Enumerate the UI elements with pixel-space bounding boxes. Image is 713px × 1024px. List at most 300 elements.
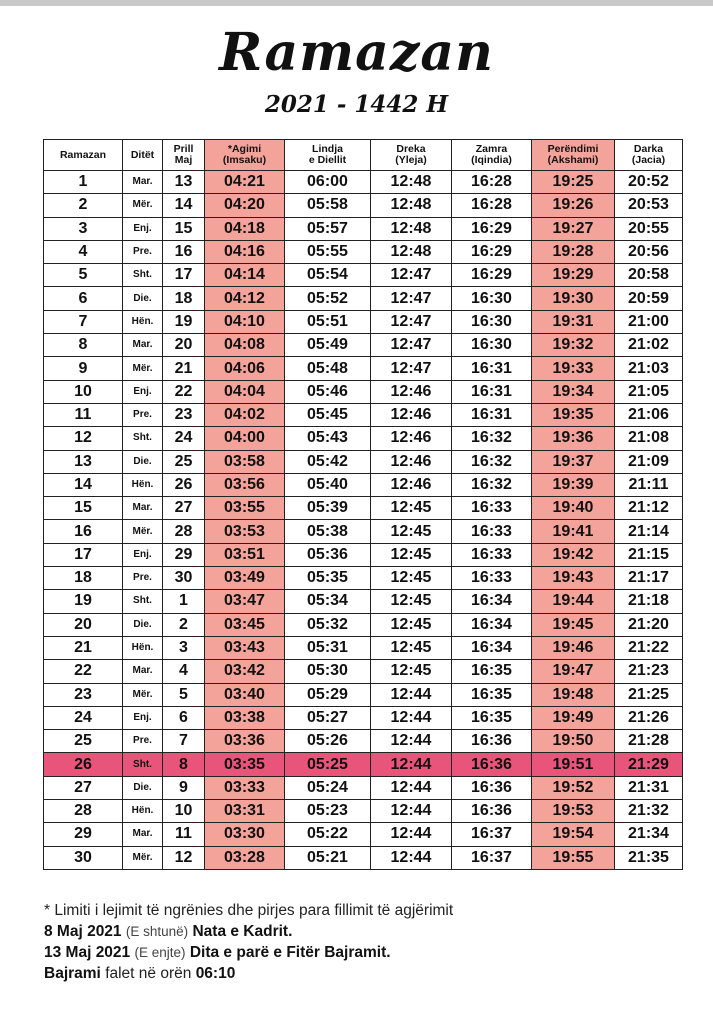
dreka-time-cell: 12:46 xyxy=(371,473,452,496)
weekday-cell: Pre. xyxy=(123,730,163,753)
weekday-cell: Mar. xyxy=(123,660,163,683)
ramazan-day-cell: 27 xyxy=(44,776,123,799)
dreka-time-cell: 12:45 xyxy=(371,636,452,659)
dreka-time-cell: 12:44 xyxy=(371,706,452,729)
dreka-time-cell: 12:48 xyxy=(371,240,452,263)
agimi-time-cell: 03:31 xyxy=(205,800,285,823)
note-line-4: Bajrami falet në orën 06:10 xyxy=(44,965,236,982)
agimi-time-cell: 03:58 xyxy=(205,450,285,473)
lindja-time-cell: 05:30 xyxy=(285,660,371,683)
table-row xyxy=(44,590,683,613)
darka-time-cell: 21:09 xyxy=(615,450,683,473)
top-bar xyxy=(0,0,713,6)
ramazan-day-cell: 15 xyxy=(44,497,123,520)
table-row xyxy=(44,194,683,217)
perendimi-time-cell: 19:37 xyxy=(532,450,615,473)
perendimi-time-cell: 19:40 xyxy=(532,497,615,520)
table-row xyxy=(44,543,683,566)
zamra-time-cell: 16:36 xyxy=(452,800,532,823)
dreka-time-cell: 12:48 xyxy=(371,217,452,240)
month-day-cell: 16 xyxy=(163,240,205,263)
table-row xyxy=(44,240,683,263)
agimi-time-cell: 03:28 xyxy=(205,846,285,869)
month-day-cell: 26 xyxy=(163,473,205,496)
perendimi-time-cell: 19:28 xyxy=(532,240,615,263)
month-day-cell: 4 xyxy=(163,660,205,683)
lindja-time-cell: 05:48 xyxy=(285,357,371,380)
lindja-time-cell: 05:49 xyxy=(285,334,371,357)
month-day-cell: 27 xyxy=(163,497,205,520)
ramazan-day-cell: 1 xyxy=(44,171,123,194)
perendimi-time-cell: 19:36 xyxy=(532,427,615,450)
lindja-time-cell: 05:23 xyxy=(285,800,371,823)
darka-time-cell: 21:05 xyxy=(615,380,683,403)
table-row xyxy=(44,310,683,333)
table-row xyxy=(44,171,683,194)
dreka-time-cell: 12:47 xyxy=(371,334,452,357)
weekday-cell: Enj. xyxy=(123,706,163,729)
agimi-time-cell: 03:51 xyxy=(205,543,285,566)
weekday-cell: Die. xyxy=(123,613,163,636)
ramazan-day-cell: 9 xyxy=(44,357,123,380)
perendimi-time-cell: 19:25 xyxy=(532,171,615,194)
darka-time-cell: 20:59 xyxy=(615,287,683,310)
header-month: Prill Maj xyxy=(163,140,205,171)
month-day-cell: 1 xyxy=(163,590,205,613)
darka-time-cell: 21:17 xyxy=(615,567,683,590)
month-day-cell: 13 xyxy=(163,171,205,194)
table-row xyxy=(44,473,683,496)
perendimi-time-cell: 19:47 xyxy=(532,660,615,683)
dreka-time-cell: 12:47 xyxy=(371,287,452,310)
table-row xyxy=(44,776,683,799)
lindja-time-cell: 05:51 xyxy=(285,310,371,333)
lindja-time-cell: 05:55 xyxy=(285,240,371,263)
darka-time-cell: 21:35 xyxy=(615,846,683,869)
perendimi-time-cell: 19:31 xyxy=(532,310,615,333)
note-line-1: * Limiti i lejimit të ngrënies dhe pirjes para fillimit të agjërimit xyxy=(44,902,454,919)
darka-time-cell: 21:18 xyxy=(615,590,683,613)
dreka-time-cell: 12:45 xyxy=(371,543,452,566)
month-day-cell: 20 xyxy=(163,334,205,357)
lindja-time-cell: 05:26 xyxy=(285,730,371,753)
dreka-time-cell: 12:44 xyxy=(371,753,452,776)
perendimi-time-cell: 19:41 xyxy=(532,520,615,543)
zamra-time-cell: 16:33 xyxy=(452,520,532,543)
darka-time-cell: 21:12 xyxy=(615,497,683,520)
weekday-cell: Pre. xyxy=(123,567,163,590)
ramazan-day-cell: 23 xyxy=(44,683,123,706)
table-row xyxy=(44,800,683,823)
ramazan-day-cell: 2 xyxy=(44,194,123,217)
table-row xyxy=(44,450,683,473)
table-row xyxy=(44,427,683,450)
dreka-time-cell: 12:45 xyxy=(371,567,452,590)
darka-time-cell: 21:11 xyxy=(615,473,683,496)
weekday-cell: Mar. xyxy=(123,497,163,520)
lindja-time-cell: 05:57 xyxy=(285,217,371,240)
agimi-time-cell: 04:14 xyxy=(205,264,285,287)
agimi-time-cell: 04:00 xyxy=(205,427,285,450)
dreka-time-cell: 12:46 xyxy=(371,380,452,403)
ramazan-day-cell: 17 xyxy=(44,543,123,566)
table-row xyxy=(44,660,683,683)
zamra-time-cell: 16:34 xyxy=(452,613,532,636)
month-day-cell: 7 xyxy=(163,730,205,753)
perendimi-time-cell: 19:34 xyxy=(532,380,615,403)
zamra-time-cell: 16:29 xyxy=(452,217,532,240)
zamra-time-cell: 16:30 xyxy=(452,334,532,357)
month-day-cell: 22 xyxy=(163,380,205,403)
month-day-cell: 6 xyxy=(163,706,205,729)
lindja-time-cell: 05:46 xyxy=(285,380,371,403)
perendimi-time-cell: 19:55 xyxy=(532,846,615,869)
weekday-cell: Mër. xyxy=(123,520,163,543)
table-row xyxy=(44,497,683,520)
darka-time-cell: 20:58 xyxy=(615,264,683,287)
dreka-time-cell: 12:44 xyxy=(371,823,452,846)
agimi-time-cell: 03:30 xyxy=(205,823,285,846)
zamra-time-cell: 16:34 xyxy=(452,590,532,613)
perendimi-time-cell: 19:32 xyxy=(532,334,615,357)
lindja-time-cell: 05:22 xyxy=(285,823,371,846)
header-zamra: Zamra (Iqindia) xyxy=(452,140,532,171)
agimi-time-cell: 03:43 xyxy=(205,636,285,659)
agimi-time-cell: 04:06 xyxy=(205,357,285,380)
ramazan-day-cell: 18 xyxy=(44,567,123,590)
dreka-time-cell: 12:44 xyxy=(371,776,452,799)
zamra-time-cell: 16:32 xyxy=(452,473,532,496)
perendimi-time-cell: 19:33 xyxy=(532,357,615,380)
lindja-time-cell: 05:38 xyxy=(285,520,371,543)
perendimi-time-cell: 19:54 xyxy=(532,823,615,846)
dreka-time-cell: 12:48 xyxy=(371,194,452,217)
lindja-time-cell: 05:40 xyxy=(285,473,371,496)
darka-time-cell: 21:28 xyxy=(615,730,683,753)
perendimi-time-cell: 19:50 xyxy=(532,730,615,753)
darka-time-cell: 20:55 xyxy=(615,217,683,240)
zamra-time-cell: 16:30 xyxy=(452,287,532,310)
weekday-cell: Mër. xyxy=(123,846,163,869)
weekday-cell: Sht. xyxy=(123,264,163,287)
table-row xyxy=(44,334,683,357)
table-row xyxy=(44,846,683,869)
darka-time-cell: 21:08 xyxy=(615,427,683,450)
table-row xyxy=(44,683,683,706)
weekday-cell: Hën. xyxy=(123,310,163,333)
header-agimi: *Agimi (Imsaku) xyxy=(205,140,285,171)
ramazan-day-cell: 16 xyxy=(44,520,123,543)
table-row xyxy=(44,730,683,753)
perendimi-time-cell: 19:43 xyxy=(532,567,615,590)
month-day-cell: 30 xyxy=(163,567,205,590)
agimi-time-cell: 04:21 xyxy=(205,171,285,194)
weekday-cell: Hën. xyxy=(123,800,163,823)
lindja-time-cell: 05:36 xyxy=(285,543,371,566)
zamra-time-cell: 16:37 xyxy=(452,846,532,869)
ramazan-day-cell: 14 xyxy=(44,473,123,496)
table-header-row xyxy=(44,140,683,171)
lindja-time-cell: 05:42 xyxy=(285,450,371,473)
table-row xyxy=(44,520,683,543)
dreka-time-cell: 12:48 xyxy=(371,171,452,194)
table-row xyxy=(44,287,683,310)
lindja-time-cell: 05:43 xyxy=(285,427,371,450)
weekday-cell: Mër. xyxy=(123,683,163,706)
ramazan-day-cell: 3 xyxy=(44,217,123,240)
lindja-time-cell: 05:32 xyxy=(285,613,371,636)
agimi-time-cell: 04:20 xyxy=(205,194,285,217)
lindja-time-cell: 05:39 xyxy=(285,497,371,520)
weekday-cell: Mar. xyxy=(123,171,163,194)
table-row xyxy=(44,380,683,403)
zamra-time-cell: 16:31 xyxy=(452,357,532,380)
agimi-time-cell: 03:47 xyxy=(205,590,285,613)
dreka-time-cell: 12:45 xyxy=(371,520,452,543)
zamra-time-cell: 16:31 xyxy=(452,380,532,403)
darka-time-cell: 21:22 xyxy=(615,636,683,659)
dreka-time-cell: 12:44 xyxy=(371,683,452,706)
agimi-time-cell: 03:36 xyxy=(205,730,285,753)
month-day-cell: 14 xyxy=(163,194,205,217)
table-row xyxy=(44,567,683,590)
month-day-cell: 3 xyxy=(163,636,205,659)
month-day-cell: 24 xyxy=(163,427,205,450)
page-title: Ramazan xyxy=(219,22,494,83)
ramazan-day-cell: 21 xyxy=(44,636,123,659)
header-darka: Darka (Jacia) xyxy=(615,140,683,171)
dreka-time-cell: 12:46 xyxy=(371,450,452,473)
lindja-time-cell: 05:58 xyxy=(285,194,371,217)
zamra-time-cell: 16:36 xyxy=(452,753,532,776)
dreka-time-cell: 12:45 xyxy=(371,590,452,613)
agimi-time-cell: 03:33 xyxy=(205,776,285,799)
darka-time-cell: 21:29 xyxy=(615,753,683,776)
month-day-cell: 25 xyxy=(163,450,205,473)
lindja-time-cell: 05:34 xyxy=(285,590,371,613)
dreka-time-cell: 12:44 xyxy=(371,846,452,869)
weekday-cell: Pre. xyxy=(123,403,163,426)
darka-time-cell: 21:06 xyxy=(615,403,683,426)
perendimi-time-cell: 19:44 xyxy=(532,590,615,613)
perendimi-time-cell: 19:48 xyxy=(532,683,615,706)
weekday-cell: Mar. xyxy=(123,334,163,357)
note-line-2: 8 Maj 2021 (E shtunë) Nata e Kadrit. xyxy=(44,923,293,940)
month-day-cell: 18 xyxy=(163,287,205,310)
lindja-time-cell: 05:54 xyxy=(285,264,371,287)
weekday-cell: Mar. xyxy=(123,823,163,846)
month-day-cell: 15 xyxy=(163,217,205,240)
month-day-cell: 9 xyxy=(163,776,205,799)
header-dreka: Dreka (Yleja) xyxy=(371,140,452,171)
table-row xyxy=(44,357,683,380)
table-row xyxy=(44,823,683,846)
perendimi-time-cell: 19:49 xyxy=(532,706,615,729)
weekday-cell: Hën. xyxy=(123,636,163,659)
weekday-cell: Die. xyxy=(123,776,163,799)
table-row xyxy=(44,264,683,287)
page-subtitle: 2021 - 1442 H xyxy=(264,91,449,118)
agimi-time-cell: 04:08 xyxy=(205,334,285,357)
agimi-time-cell: 03:42 xyxy=(205,660,285,683)
month-day-cell: 21 xyxy=(163,357,205,380)
weekday-cell: Sht. xyxy=(123,753,163,776)
ramazan-day-cell: 5 xyxy=(44,264,123,287)
darka-time-cell: 20:53 xyxy=(615,194,683,217)
ramazan-day-cell: 7 xyxy=(44,310,123,333)
agimi-time-cell: 03:56 xyxy=(205,473,285,496)
weekday-cell: Enj. xyxy=(123,543,163,566)
note-line-3: 13 Maj 2021 (E enjte) Dita e parë e Fitër Bajramit. xyxy=(44,944,391,961)
lindja-time-cell: 06:00 xyxy=(285,171,371,194)
zamra-time-cell: 16:33 xyxy=(452,497,532,520)
zamra-time-cell: 16:33 xyxy=(452,567,532,590)
ramazan-day-cell: 28 xyxy=(44,800,123,823)
darka-time-cell: 20:52 xyxy=(615,171,683,194)
perendimi-time-cell: 19:29 xyxy=(532,264,615,287)
zamra-time-cell: 16:34 xyxy=(452,636,532,659)
darka-time-cell: 21:23 xyxy=(615,660,683,683)
zamra-time-cell: 16:29 xyxy=(452,264,532,287)
perendimi-time-cell: 19:27 xyxy=(532,217,615,240)
agimi-time-cell: 03:55 xyxy=(205,497,285,520)
lindja-time-cell: 05:24 xyxy=(285,776,371,799)
darka-time-cell: 21:20 xyxy=(615,613,683,636)
perendimi-time-cell: 19:45 xyxy=(532,613,615,636)
weekday-cell: Sht. xyxy=(123,590,163,613)
perendimi-time-cell: 19:51 xyxy=(532,753,615,776)
table-row xyxy=(44,753,683,776)
zamra-time-cell: 16:32 xyxy=(452,450,532,473)
perendimi-time-cell: 19:30 xyxy=(532,287,615,310)
perendimi-time-cell: 19:46 xyxy=(532,636,615,659)
ramazan-day-cell: 13 xyxy=(44,450,123,473)
zamra-time-cell: 16:28 xyxy=(452,171,532,194)
weekday-cell: Pre. xyxy=(123,240,163,263)
dreka-time-cell: 12:44 xyxy=(371,800,452,823)
zamra-time-cell: 16:37 xyxy=(452,823,532,846)
header-perendimi: Perëndimi (Akshami) xyxy=(532,140,615,171)
zamra-time-cell: 16:32 xyxy=(452,427,532,450)
month-day-cell: 11 xyxy=(163,823,205,846)
ramazan-day-cell: 8 xyxy=(44,334,123,357)
perendimi-time-cell: 19:39 xyxy=(532,473,615,496)
dreka-time-cell: 12:45 xyxy=(371,613,452,636)
weekday-cell: Die. xyxy=(123,450,163,473)
zamra-time-cell: 16:33 xyxy=(452,543,532,566)
dreka-time-cell: 12:45 xyxy=(371,660,452,683)
agimi-time-cell: 03:38 xyxy=(205,706,285,729)
weekday-cell: Enj. xyxy=(123,217,163,240)
zamra-time-cell: 16:35 xyxy=(452,660,532,683)
table-row xyxy=(44,217,683,240)
ramazan-day-cell: 25 xyxy=(44,730,123,753)
lindja-time-cell: 05:31 xyxy=(285,636,371,659)
darka-time-cell: 20:56 xyxy=(615,240,683,263)
month-day-cell: 2 xyxy=(163,613,205,636)
lindja-time-cell: 05:25 xyxy=(285,753,371,776)
header-lindja: Lindja e Diellit xyxy=(285,140,371,171)
dreka-time-cell: 12:45 xyxy=(371,497,452,520)
darka-time-cell: 21:14 xyxy=(615,520,683,543)
zamra-time-cell: 16:28 xyxy=(452,194,532,217)
ramazan-day-cell: 20 xyxy=(44,613,123,636)
dreka-time-cell: 12:46 xyxy=(371,427,452,450)
dreka-time-cell: 12:44 xyxy=(371,730,452,753)
perendimi-time-cell: 19:35 xyxy=(532,403,615,426)
lindja-time-cell: 05:29 xyxy=(285,683,371,706)
agimi-time-cell: 03:53 xyxy=(205,520,285,543)
darka-time-cell: 21:31 xyxy=(615,776,683,799)
darka-time-cell: 21:32 xyxy=(615,800,683,823)
ramazan-day-cell: 11 xyxy=(44,403,123,426)
month-day-cell: 8 xyxy=(163,753,205,776)
dreka-time-cell: 12:47 xyxy=(371,310,452,333)
darka-time-cell: 21:02 xyxy=(615,334,683,357)
weekday-cell: Mër. xyxy=(123,357,163,380)
weekday-cell: Enj. xyxy=(123,380,163,403)
footnotes xyxy=(44,900,684,984)
table-row xyxy=(44,613,683,636)
month-day-cell: 10 xyxy=(163,800,205,823)
month-day-cell: 5 xyxy=(163,683,205,706)
zamra-time-cell: 16:35 xyxy=(452,683,532,706)
zamra-time-cell: 16:29 xyxy=(452,240,532,263)
header-ditet: Ditët xyxy=(123,140,163,171)
ramazan-day-cell: 19 xyxy=(44,590,123,613)
agimi-time-cell: 04:02 xyxy=(205,403,285,426)
zamra-time-cell: 16:31 xyxy=(452,403,532,426)
agimi-time-cell: 04:16 xyxy=(205,240,285,263)
lindja-time-cell: 05:21 xyxy=(285,846,371,869)
zamra-time-cell: 16:35 xyxy=(452,706,532,729)
perendimi-time-cell: 19:53 xyxy=(532,800,615,823)
perendimi-time-cell: 19:42 xyxy=(532,543,615,566)
darka-time-cell: 21:00 xyxy=(615,310,683,333)
zamra-time-cell: 16:36 xyxy=(452,730,532,753)
ramazan-day-cell: 24 xyxy=(44,706,123,729)
agimi-time-cell: 04:12 xyxy=(205,287,285,310)
ramazan-day-cell: 26 xyxy=(44,753,123,776)
ramazan-day-cell: 29 xyxy=(44,823,123,846)
lindja-time-cell: 05:27 xyxy=(285,706,371,729)
ramazan-day-cell: 6 xyxy=(44,287,123,310)
month-day-cell: 19 xyxy=(163,310,205,333)
lindja-time-cell: 05:45 xyxy=(285,403,371,426)
ramazan-day-cell: 10 xyxy=(44,380,123,403)
agimi-time-cell: 04:10 xyxy=(205,310,285,333)
darka-time-cell: 21:03 xyxy=(615,357,683,380)
agimi-time-cell: 04:18 xyxy=(205,217,285,240)
dreka-time-cell: 12:47 xyxy=(371,357,452,380)
darka-time-cell: 21:26 xyxy=(615,706,683,729)
darka-time-cell: 21:25 xyxy=(615,683,683,706)
dreka-time-cell: 12:46 xyxy=(371,403,452,426)
ramazan-day-cell: 12 xyxy=(44,427,123,450)
ramazan-day-cell: 22 xyxy=(44,660,123,683)
month-day-cell: 29 xyxy=(163,543,205,566)
weekday-cell: Mër. xyxy=(123,194,163,217)
month-day-cell: 28 xyxy=(163,520,205,543)
month-day-cell: 17 xyxy=(163,264,205,287)
weekday-cell: Hën. xyxy=(123,473,163,496)
table-row xyxy=(44,636,683,659)
month-day-cell: 23 xyxy=(163,403,205,426)
agimi-time-cell: 03:40 xyxy=(205,683,285,706)
perendimi-time-cell: 19:52 xyxy=(532,776,615,799)
weekday-cell: Sht. xyxy=(123,427,163,450)
table-row xyxy=(44,403,683,426)
